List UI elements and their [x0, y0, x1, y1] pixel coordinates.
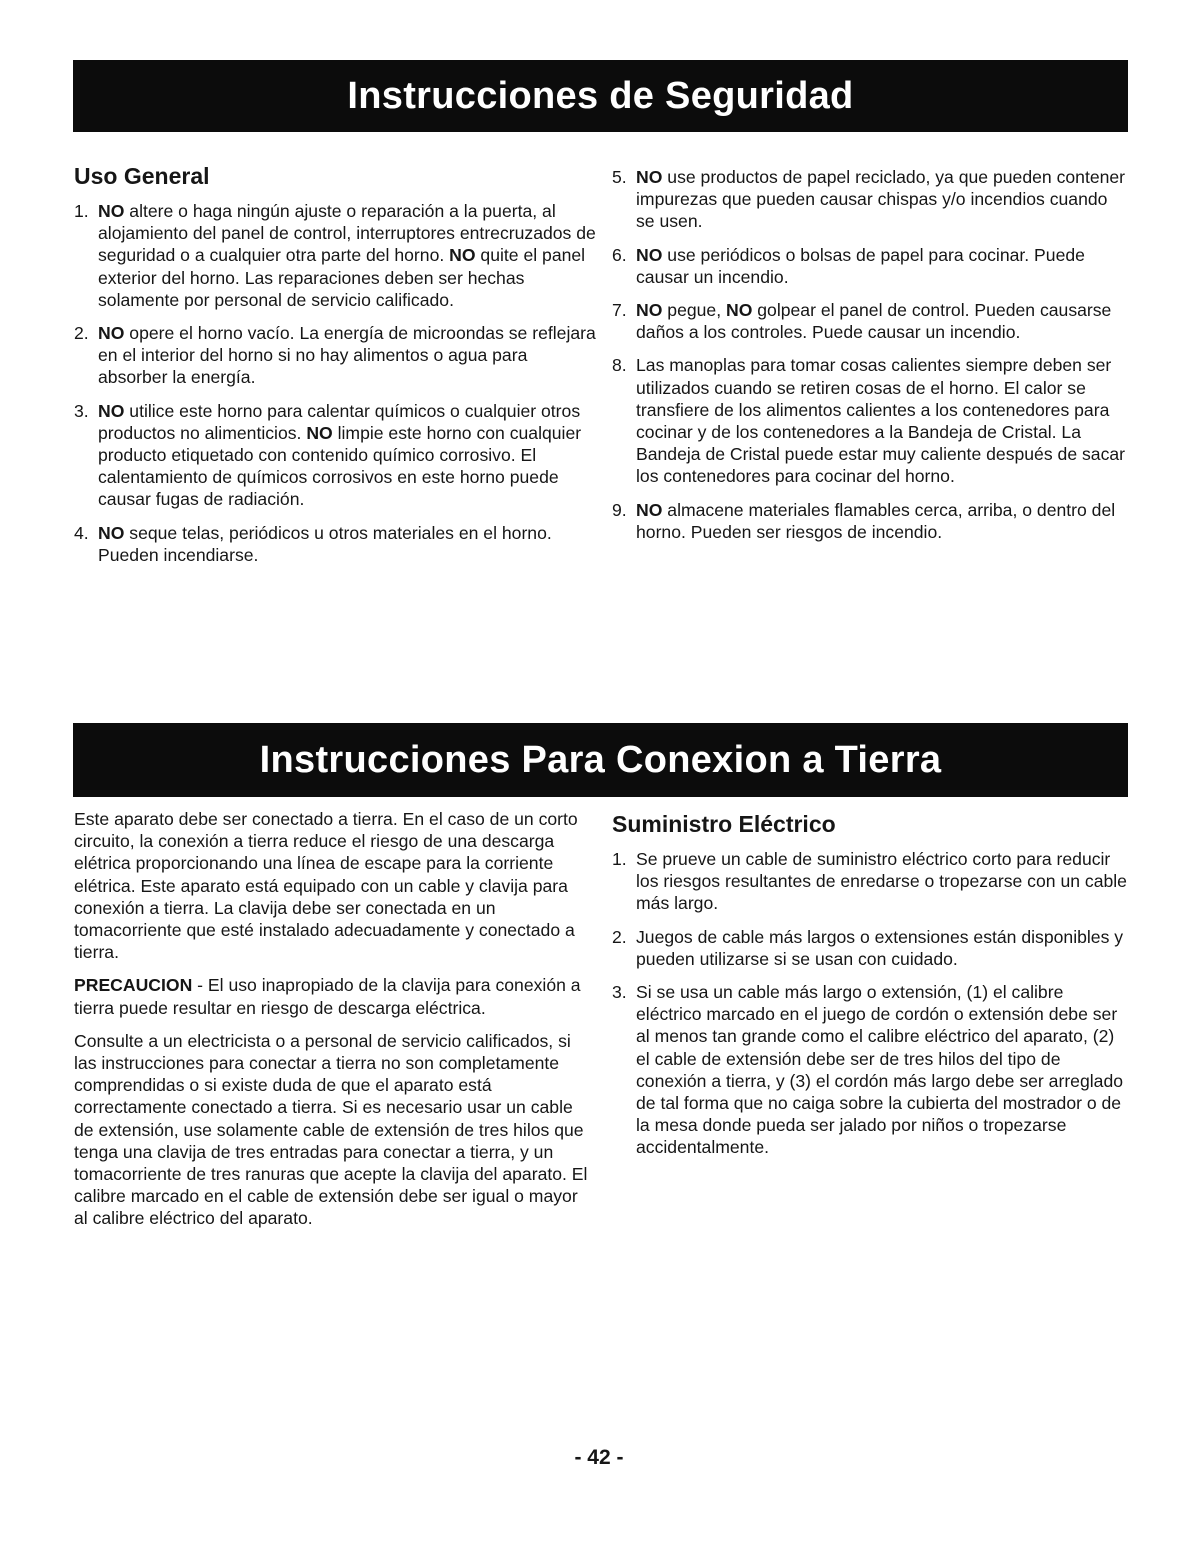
emphasis-text: NO: [98, 522, 125, 543]
body-text: almacene materiales flamables cerca, arriba, o dentro del horno. Pueden ser riesgos de incendio.: [636, 499, 1116, 542]
list-item-text: [636, 299, 1128, 343]
body-text: Se prueve un cable de suministro eléctrico corto para reducir los riesgos resultantes de enredarse o tropezarse con un cable más largo.: [636, 849, 1127, 914]
emphasis-text: NO: [636, 167, 663, 187]
list-item: [74, 522, 596, 566]
list-item: [612, 354, 1128, 487]
electrical-supply-heading: Suministro Eléctrico: [612, 811, 836, 837]
list-item-number: 5.: [612, 167, 627, 187]
list-item-number: 9.: [612, 499, 627, 520]
body-text: use productos de papel reciclado, ya que pueden contener impurezas que pueden causar chispas y/o incendios cuando se usen.: [636, 167, 1126, 232]
body-text: pegue,: [662, 300, 726, 321]
list-item: [612, 299, 1128, 343]
list-item-text: [636, 244, 1128, 288]
safety-instructions-banner: [73, 60, 1128, 132]
list-item-text: [636, 926, 1128, 970]
emphasis-text: NO: [636, 499, 663, 520]
general-use-column: [74, 162, 596, 577]
list-item-number: 2.: [612, 926, 627, 947]
caution-label: PRECAUCION: [74, 975, 193, 996]
list-item: [74, 400, 596, 511]
list-item-text: [98, 200, 596, 311]
grounding-instructions-title: Instrucciones Para Conexion a Tierra: [259, 738, 942, 781]
list-item: [612, 926, 1128, 970]
grounding-instructions-banner: [73, 723, 1128, 797]
list-item-text: [636, 981, 1128, 1159]
list-item-text: [636, 848, 1128, 915]
general-use-column-right: [612, 166, 1128, 554]
list-item: [74, 200, 596, 311]
emphasis-text: NO: [98, 201, 125, 221]
emphasis-text: NO: [98, 400, 125, 421]
electrical-supply-list: [612, 848, 1128, 1159]
caution-paragraph: [74, 974, 596, 1018]
body-text: altere o haga ningún ajuste o reparación a la puerta, al alojamiento del panel de control, interruptores entrecruzados de seguridad o a cualquier otra parte del horno.: [98, 201, 596, 266]
body-text: golpear el panel de control. Pueden causarse daños a los controles. Puede causar un incendio.: [636, 300, 1112, 343]
list-item: [612, 848, 1128, 915]
list-item-number: 2.: [74, 323, 89, 344]
consult-paragraph: Consulte a un electricista o a personal de servicio calificados, si las instrucciones para conectar a tierra no son completamente comprendidas o si existe duda de que el aparato está correctamente conectado a tierra. Si es necesario usar un cable de extensión, use solamente cable de extensión de tres hilos que tenga una clavija de tres entradas para conectar a tierra, y un tomacorriente de tres ranuras que acepte la clavija del aparato. El calibre marcado en el cable de extensión debe ser igual o mayor al calibre eléctrico del aparato.: [74, 1030, 588, 1229]
grounding-intro-paragraph: Este aparato debe ser conectado a tierra. En el caso de un corto circuito, la conexión a tierra reduce el riesgo de una descarga elétrica proporcionando una línea de escape para la corriente elétrica. Este aparato está equipado con un cable y clavija para conexión a tierra. La clavija debe ser conectada en un tomacorriente que esté instalado adecuadamente y conectado a tierra.: [74, 809, 578, 963]
list-item: [612, 981, 1128, 1159]
list-item: [612, 244, 1128, 288]
list-item-text: [636, 354, 1128, 487]
list-item-number: 6.: [612, 244, 627, 265]
body-text: limpie este horno con cualquier producto etiquetado con contenido químico corrosivo. El calentamiento de químicos corrosivos en este horno puede causar fugas de radiación.: [98, 422, 582, 510]
emphasis-text: NO: [98, 323, 125, 344]
emphasis-text: NO: [306, 422, 333, 443]
list-item-text: [636, 166, 1128, 233]
grounding-text-column: [74, 808, 596, 1241]
emphasis-text: NO: [449, 245, 476, 266]
body-text: Si se usa un cable más largo o extensión, (1) el calibre eléctrico marcado en el juego de cordón o extensión debe ser al menos tan grande como el calibre eléctrico del aparato, (2) el cable de extensión debe ser de tres hilos del tipo de conexión a tierra, y (3) el cordón más largo debe ser arreglado de tal forma que no caiga sobre la cubierta del mostrador o de la mesa donde pueda ser jalado por niños o tropezarse accidentalmente.: [636, 982, 1124, 1158]
body-text: quite el panel exterior del horno. Las reparaciones deben ser hechas solamente por personal de servicio calificado.: [98, 245, 586, 310]
body-text: utilice este horno para calentar químicos o cualquier otros productos no alimenticios.: [98, 400, 581, 443]
list-item: [612, 166, 1128, 233]
list-item-text: [98, 400, 596, 511]
general-use-heading: Uso General: [74, 163, 210, 189]
list-item: [74, 322, 596, 389]
page-number: - 42 -: [574, 1446, 624, 1469]
general-use-list-left: [74, 200, 596, 566]
electrical-supply-column: [612, 810, 1128, 1170]
list-item-number: 4.: [74, 522, 89, 543]
list-item-text: [98, 522, 596, 566]
body-text: Las manoplas para tomar cosas calientes siempre deben ser utilizados cuando se retiren cosas de el horno. El calor se transfiere de los alimentos calientes a los contenedores para cocinar y de los contenedores a la Bandeja de Cristal. La Bandeja de Cristal puede estar muy caliente después de sacar los contenedores para cocinar del horno.: [636, 355, 1126, 487]
safety-instructions-title: Instrucciones de Seguridad: [347, 74, 854, 117]
emphasis-text: NO: [725, 300, 753, 321]
body-text: use periódicos o bolsas de papel para cocinar. Puede causar un incendio.: [636, 244, 1085, 287]
body-text: opere el horno vacío. La energía de microondas se reflejara en el interior del horno si no hay alimentos o agua para absorber la energía.: [98, 323, 596, 388]
emphasis-text: NO: [636, 300, 663, 321]
list-item-text: [98, 322, 596, 389]
emphasis-text: NO: [636, 244, 663, 265]
body-text: seque telas, periódicos u otros materiales en el horno. Pueden incendiarse.: [98, 522, 552, 565]
list-item-number: 3.: [612, 982, 627, 1003]
caution-text: - El uso inapropiado de la clavija para conexión a tierra puede resultar en riesgo de descarga eléctrica.: [74, 975, 581, 1018]
list-item-number: 1.: [74, 201, 89, 221]
general-use-list-right: [612, 166, 1128, 543]
list-item-text: [636, 499, 1128, 543]
list-item-number: 7.: [612, 300, 627, 321]
list-item-number: 1.: [612, 849, 627, 869]
body-text: Juegos de cable más largos o extensiones están disponibles y pueden utilizarse si se usan con cuidado.: [636, 926, 1124, 969]
list-item-number: 3.: [74, 400, 89, 421]
list-item: [612, 499, 1128, 543]
list-item-number: 8.: [612, 355, 627, 376]
